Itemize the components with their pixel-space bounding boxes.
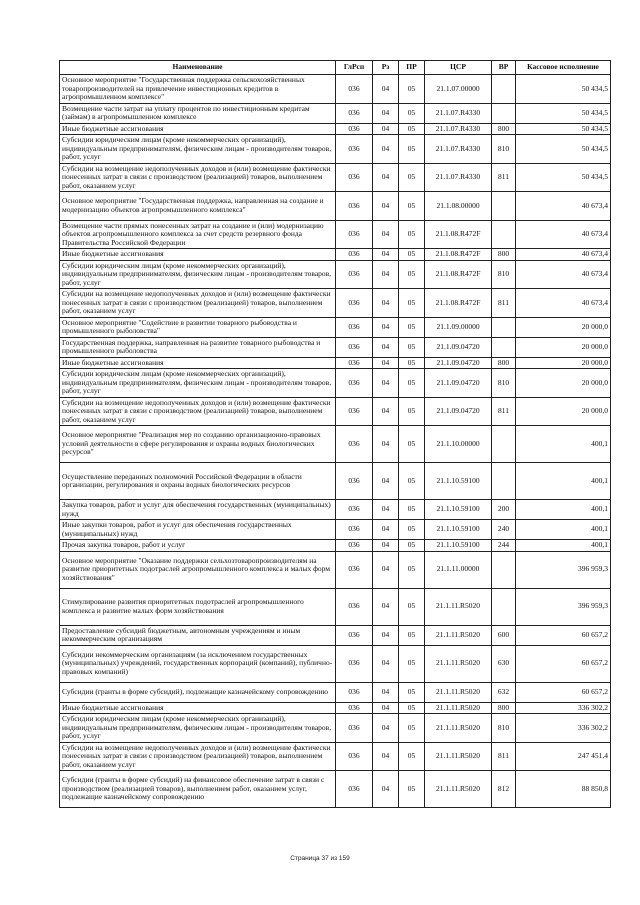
row-glrsp: 036 [336,163,373,192]
table-row [60,771,611,808]
row-name: Иные бюджетные ассигнования [60,249,336,261]
header-csr: ЦСР [425,61,492,75]
row-vr: 800 [492,123,516,135]
row-pr: 05 [399,771,425,808]
row-name: Основное мероприятие "Государственная поддержка, направленная на создание и модернизацию объектов агропромышленного комплекса" [60,192,336,221]
row-rz: 04 [373,540,399,552]
row-glrsp: 036 [336,551,373,588]
table-row [60,369,611,398]
row-rz: 04 [373,742,399,771]
row-glrsp: 036 [336,317,373,337]
row-name: Субсидии на возмещение недополученных доходов и (или) возмещение фактически понесенных затрат в связи с производством (реализацией) товаров, выполнением работ, оказанием услуг [60,163,336,192]
row-csr: 21.1.07.00000 [425,75,492,104]
table-row [60,742,611,771]
row-glrsp: 036 [336,135,373,164]
table-row [60,123,611,135]
row-vr: 240 [492,520,516,540]
row-csr: 21.1.10.59100 [425,500,492,520]
row-csr: 21.1.11.R5020 [425,714,492,743]
row-pr: 05 [399,123,425,135]
row-rz: 04 [373,369,399,398]
row-vr: 810 [492,714,516,743]
row-glrsp: 036 [336,123,373,135]
row-name: Возмещение части прямых понесенных затрат на создание и (или) модернизацию объектов агропромышленного комплекса за счет средств резервного фонда Правительства Российской Федерации [60,220,336,249]
table-row [60,520,611,540]
row-glrsp: 036 [336,220,373,249]
row-pr: 05 [399,500,425,520]
row-vr [492,103,516,123]
table-row [60,135,611,164]
row-rz: 04 [373,289,399,318]
row-vr [492,317,516,337]
row-pr: 05 [399,742,425,771]
row-rz: 04 [373,163,399,192]
row-csr: 21.1.11.R5020 [425,702,492,714]
table-header [60,61,611,75]
header-glrsp: ГлРсп [336,61,373,75]
row-amount: 400,1 [516,520,611,540]
row-glrsp: 036 [336,289,373,318]
row-rz: 04 [373,397,399,426]
row-pr: 05 [399,260,425,289]
row-csr: 21.1.08.00000 [425,192,492,221]
header-row [60,61,611,75]
row-rz: 04 [373,337,399,357]
row-amount: 88 850,8 [516,771,611,808]
row-rz: 04 [373,463,399,500]
row-rz: 04 [373,260,399,289]
header-name: Наименование [60,61,336,75]
row-pr: 05 [399,135,425,164]
table-row [60,645,611,682]
row-csr: 21.1.08.R472F [425,249,492,261]
row-name: Субсидии некоммерческим организациям (за исключением государственных (муниципальных) учреждений, государственных корпораций (компаний), публично-правовых компаний) [60,645,336,682]
row-vr: 811 [492,397,516,426]
row-name: Государственная поддержка, направленная на развитие товарного рыбоводства и промышленного рыболовства [60,337,336,357]
table-row [60,714,611,743]
table-row [60,682,611,702]
header-amount: Кассовое исполнение [516,61,611,75]
table-row [60,317,611,337]
row-pr: 05 [399,682,425,702]
row-rz: 04 [373,103,399,123]
row-rz: 04 [373,682,399,702]
row-name: Осуществление переданных полномочий Российской Федерации в области организации, регулирования и охраны водных биологических ресурсов [60,463,336,500]
row-name: Предоставление субсидий бюджетным, автономным учреждениям и иным некоммерческим организациям [60,625,336,645]
row-vr: 800 [492,702,516,714]
row-pr: 05 [399,249,425,261]
table-row [60,625,611,645]
row-amount: 60 657,2 [516,645,611,682]
row-csr: 21.1.11.R5020 [425,682,492,702]
row-rz: 04 [373,625,399,645]
row-csr: 21.1.09.04720 [425,357,492,369]
row-csr: 21.1.07.R4330 [425,123,492,135]
row-amount: 50 434,5 [516,135,611,164]
row-pr: 05 [399,625,425,645]
row-glrsp: 036 [336,588,373,625]
row-amount: 400,1 [516,426,611,463]
row-amount: 40 673,4 [516,220,611,249]
row-name: Субсидии юридическим лицам (кроме некоммерческих организаций), индивидуальным предпринимателям, физическим лицам - производителям товаров, работ, услуг [60,714,336,743]
row-rz: 04 [373,702,399,714]
row-vr: 810 [492,369,516,398]
row-rz: 04 [373,520,399,540]
table-row [60,249,611,261]
row-amount: 50 434,5 [516,75,611,104]
row-pr: 05 [399,289,425,318]
row-amount: 20 000,0 [516,337,611,357]
row-rz: 04 [373,426,399,463]
row-amount: 336 302,2 [516,702,611,714]
row-glrsp: 036 [336,75,373,104]
row-csr: 21.1.07.R4330 [425,135,492,164]
row-pr: 05 [399,337,425,357]
row-amount: 60 657,2 [516,625,611,645]
row-vr [492,551,516,588]
document-page [59,60,610,808]
row-name: Иные бюджетные ассигнования [60,357,336,369]
row-rz: 04 [373,551,399,588]
row-name: Основное мероприятие "Содействие в развитии товарного рыбоводства и промышленного рыболовства" [60,317,336,337]
row-glrsp: 036 [336,742,373,771]
row-name: Иные бюджетные ассигнования [60,702,336,714]
row-rz: 04 [373,317,399,337]
row-glrsp: 036 [336,103,373,123]
header-rz: Рз [373,61,399,75]
row-name: Иные бюджетные ассигнования [60,123,336,135]
row-amount: 20 000,0 [516,397,611,426]
table-row [60,426,611,463]
row-pr: 05 [399,588,425,625]
row-csr: 21.1.10.00000 [425,426,492,463]
budget-execution-table [59,60,611,808]
row-glrsp: 036 [336,771,373,808]
table-body [60,75,611,808]
row-vr: 811 [492,163,516,192]
row-vr [492,75,516,104]
row-amount: 60 657,2 [516,682,611,702]
table-row [60,220,611,249]
row-name: Субсидии на возмещение недополученных доходов и (или) возмещение фактически понесенных затрат в связи с производством (реализацией) товаров, выполнением работ, оказанием услуг [60,289,336,318]
row-glrsp: 036 [336,702,373,714]
row-amount: 50 434,5 [516,163,611,192]
row-amount: 40 673,4 [516,289,611,318]
row-pr: 05 [399,463,425,500]
row-vr [492,588,516,625]
row-amount: 247 451,4 [516,742,611,771]
row-rz: 04 [373,714,399,743]
row-pr: 05 [399,702,425,714]
row-glrsp: 036 [336,682,373,702]
row-pr: 05 [399,397,425,426]
row-vr: 810 [492,260,516,289]
header-vr: ВР [492,61,516,75]
row-vr: 600 [492,625,516,645]
row-csr: 21.1.11.R5020 [425,645,492,682]
row-csr: 21.1.09.00000 [425,317,492,337]
row-vr: 632 [492,682,516,702]
row-vr: 800 [492,249,516,261]
row-glrsp: 036 [336,260,373,289]
row-rz: 04 [373,771,399,808]
table-row [60,289,611,318]
row-amount: 40 673,4 [516,192,611,221]
row-pr: 05 [399,103,425,123]
row-csr: 21.1.10.59100 [425,520,492,540]
row-name: Субсидии юридическим лицам (кроме некоммерческих организаций), индивидуальным предпринимателям, физическим лицам - производителям товаров, работ, услуг [60,369,336,398]
row-name: Субсидии юридическим лицам (кроме некоммерческих организаций), индивидуальным предпринимателям, физическим лицам - производителям товаров, работ, услуг [60,260,336,289]
table-row [60,551,611,588]
row-pr: 05 [399,369,425,398]
row-csr: 21.1.10.59100 [425,540,492,552]
row-rz: 04 [373,192,399,221]
row-name: Прочая закупка товаров, работ и услуг [60,540,336,552]
row-vr [492,463,516,500]
row-glrsp: 036 [336,192,373,221]
row-glrsp: 036 [336,357,373,369]
row-rz: 04 [373,357,399,369]
row-amount: 336 302,2 [516,714,611,743]
table-row [60,260,611,289]
table-row [60,357,611,369]
table-row [60,463,611,500]
row-rz: 04 [373,135,399,164]
row-name: Субсидии (гранты в форме субсидий) на финансовое обеспечение затрат в связи с производством (реализацией товаров), выполнением работ, оказанием услуг, подлежащие казначейскому сопровождению [60,771,336,808]
row-csr: 21.1.11.R5020 [425,742,492,771]
row-glrsp: 036 [336,337,373,357]
row-csr: 21.1.08.R472F [425,260,492,289]
row-glrsp: 036 [336,714,373,743]
row-vr: 244 [492,540,516,552]
row-csr: 21.1.11.R5020 [425,625,492,645]
row-csr: 21.1.11.R5020 [425,771,492,808]
row-pr: 05 [399,645,425,682]
row-rz: 04 [373,588,399,625]
table-row [60,397,611,426]
table-row [60,540,611,552]
row-rz: 04 [373,220,399,249]
row-vr: 811 [492,742,516,771]
table-row [60,337,611,357]
row-csr: 21.1.11.00000 [425,551,492,588]
row-csr: 21.1.09.04720 [425,369,492,398]
row-glrsp: 036 [336,249,373,261]
table-row [60,192,611,221]
row-name: Субсидии на возмещение недополученных доходов и (или) возмещение фактически понесенных затрат в связи с производством (реализацией) товаров, выполнением работ, оказанием услуг [60,397,336,426]
row-glrsp: 036 [336,397,373,426]
row-amount: 396 959,3 [516,588,611,625]
row-vr: 800 [492,357,516,369]
row-pr: 05 [399,220,425,249]
row-glrsp: 036 [336,625,373,645]
row-glrsp: 036 [336,426,373,463]
row-name: Закупка товаров, работ и услуг для обеспечения государственных (муниципальных) нужд [60,500,336,520]
row-pr: 05 [399,163,425,192]
row-vr: 810 [492,135,516,164]
table-row [60,75,611,104]
row-rz: 04 [373,500,399,520]
row-csr: 21.1.08.R472F [425,220,492,249]
row-vr [492,220,516,249]
row-rz: 04 [373,75,399,104]
row-name: Возмещение части затрат на уплату процентов по инвестиционным кредитам (займам) в агропромышленном комплексе [60,103,336,123]
row-name: Субсидии на возмещение недополученных доходов и (или) возмещение фактически понесенных затрат в связи с производством (реализацией) товаров, выполнением работ, оказанием услуг [60,742,336,771]
row-pr: 05 [399,551,425,588]
row-pr: 05 [399,714,425,743]
table-row [60,163,611,192]
row-amount: 20 000,0 [516,369,611,398]
row-glrsp: 036 [336,540,373,552]
row-amount: 40 673,4 [516,260,611,289]
row-vr: 630 [492,645,516,682]
page-number: Страница 37 из 159 [290,855,350,862]
row-csr: 21.1.07.R4330 [425,163,492,192]
table-row [60,588,611,625]
row-pr: 05 [399,426,425,463]
row-name: Стимулирование развития приоритетных подотраслей агропромышленного комплекса и развитие малых форм хозяйствования [60,588,336,625]
row-name: Иные закупки товаров, работ и услуг для обеспечения государственных (муниципальных) нужд [60,520,336,540]
table-row [60,500,611,520]
row-pr: 05 [399,357,425,369]
row-vr [492,337,516,357]
table-row [60,702,611,714]
row-pr: 05 [399,520,425,540]
row-name: Субсидии (гранты в форме субсидий), подлежащие казначейскому сопровождению [60,682,336,702]
row-vr: 811 [492,289,516,318]
row-name: Субсидии юридическим лицам (кроме некоммерческих организаций), индивидуальным предпринимателям, физическим лицам - производителям товаров, работ, услуг [60,135,336,164]
row-amount: 20 000,0 [516,357,611,369]
row-amount: 400,1 [516,540,611,552]
row-amount: 400,1 [516,463,611,500]
row-amount: 396 959,3 [516,551,611,588]
row-vr: 200 [492,500,516,520]
row-name: Основное мероприятие "Оказание поддержки сельхозтоваропроизводителям на развитие приоритетных подотраслей агропромышленного комплекса и малых форм хозяйствования" [60,551,336,588]
row-amount: 400,1 [516,500,611,520]
row-vr: 812 [492,771,516,808]
row-glrsp: 036 [336,500,373,520]
row-pr: 05 [399,75,425,104]
row-amount: 20 000,0 [516,317,611,337]
header-pr: ПР [399,61,425,75]
row-glrsp: 036 [336,520,373,540]
row-pr: 05 [399,540,425,552]
row-name: Основное мероприятие "Реализация мер по созданию организационно-правовых условий деятельности в сфере регулирования и охраны водных биологических ресурсов" [60,426,336,463]
row-glrsp: 036 [336,369,373,398]
row-amount: 50 434,5 [516,103,611,123]
row-amount: 40 673,4 [516,249,611,261]
row-name: Основное мероприятие "Государственная поддержка сельскохозяйственных товаропроизводителей на привлечение инвестиционных кредитов в агропромышленном комплексе" [60,75,336,104]
row-csr: 21.1.09.04720 [425,397,492,426]
row-glrsp: 036 [336,463,373,500]
row-pr: 05 [399,317,425,337]
row-vr [492,192,516,221]
table-row [60,103,611,123]
row-vr [492,426,516,463]
row-rz: 04 [373,645,399,682]
row-glrsp: 036 [336,645,373,682]
row-pr: 05 [399,192,425,221]
row-csr: 21.1.08.R472F [425,289,492,318]
row-csr: 21.1.11.R5020 [425,588,492,625]
row-amount: 50 434,5 [516,123,611,135]
row-csr: 21.1.07.R4330 [425,103,492,123]
row-rz: 04 [373,249,399,261]
row-csr: 21.1.09.04720 [425,337,492,357]
row-rz: 04 [373,123,399,135]
row-csr: 21.1.10.59100 [425,463,492,500]
